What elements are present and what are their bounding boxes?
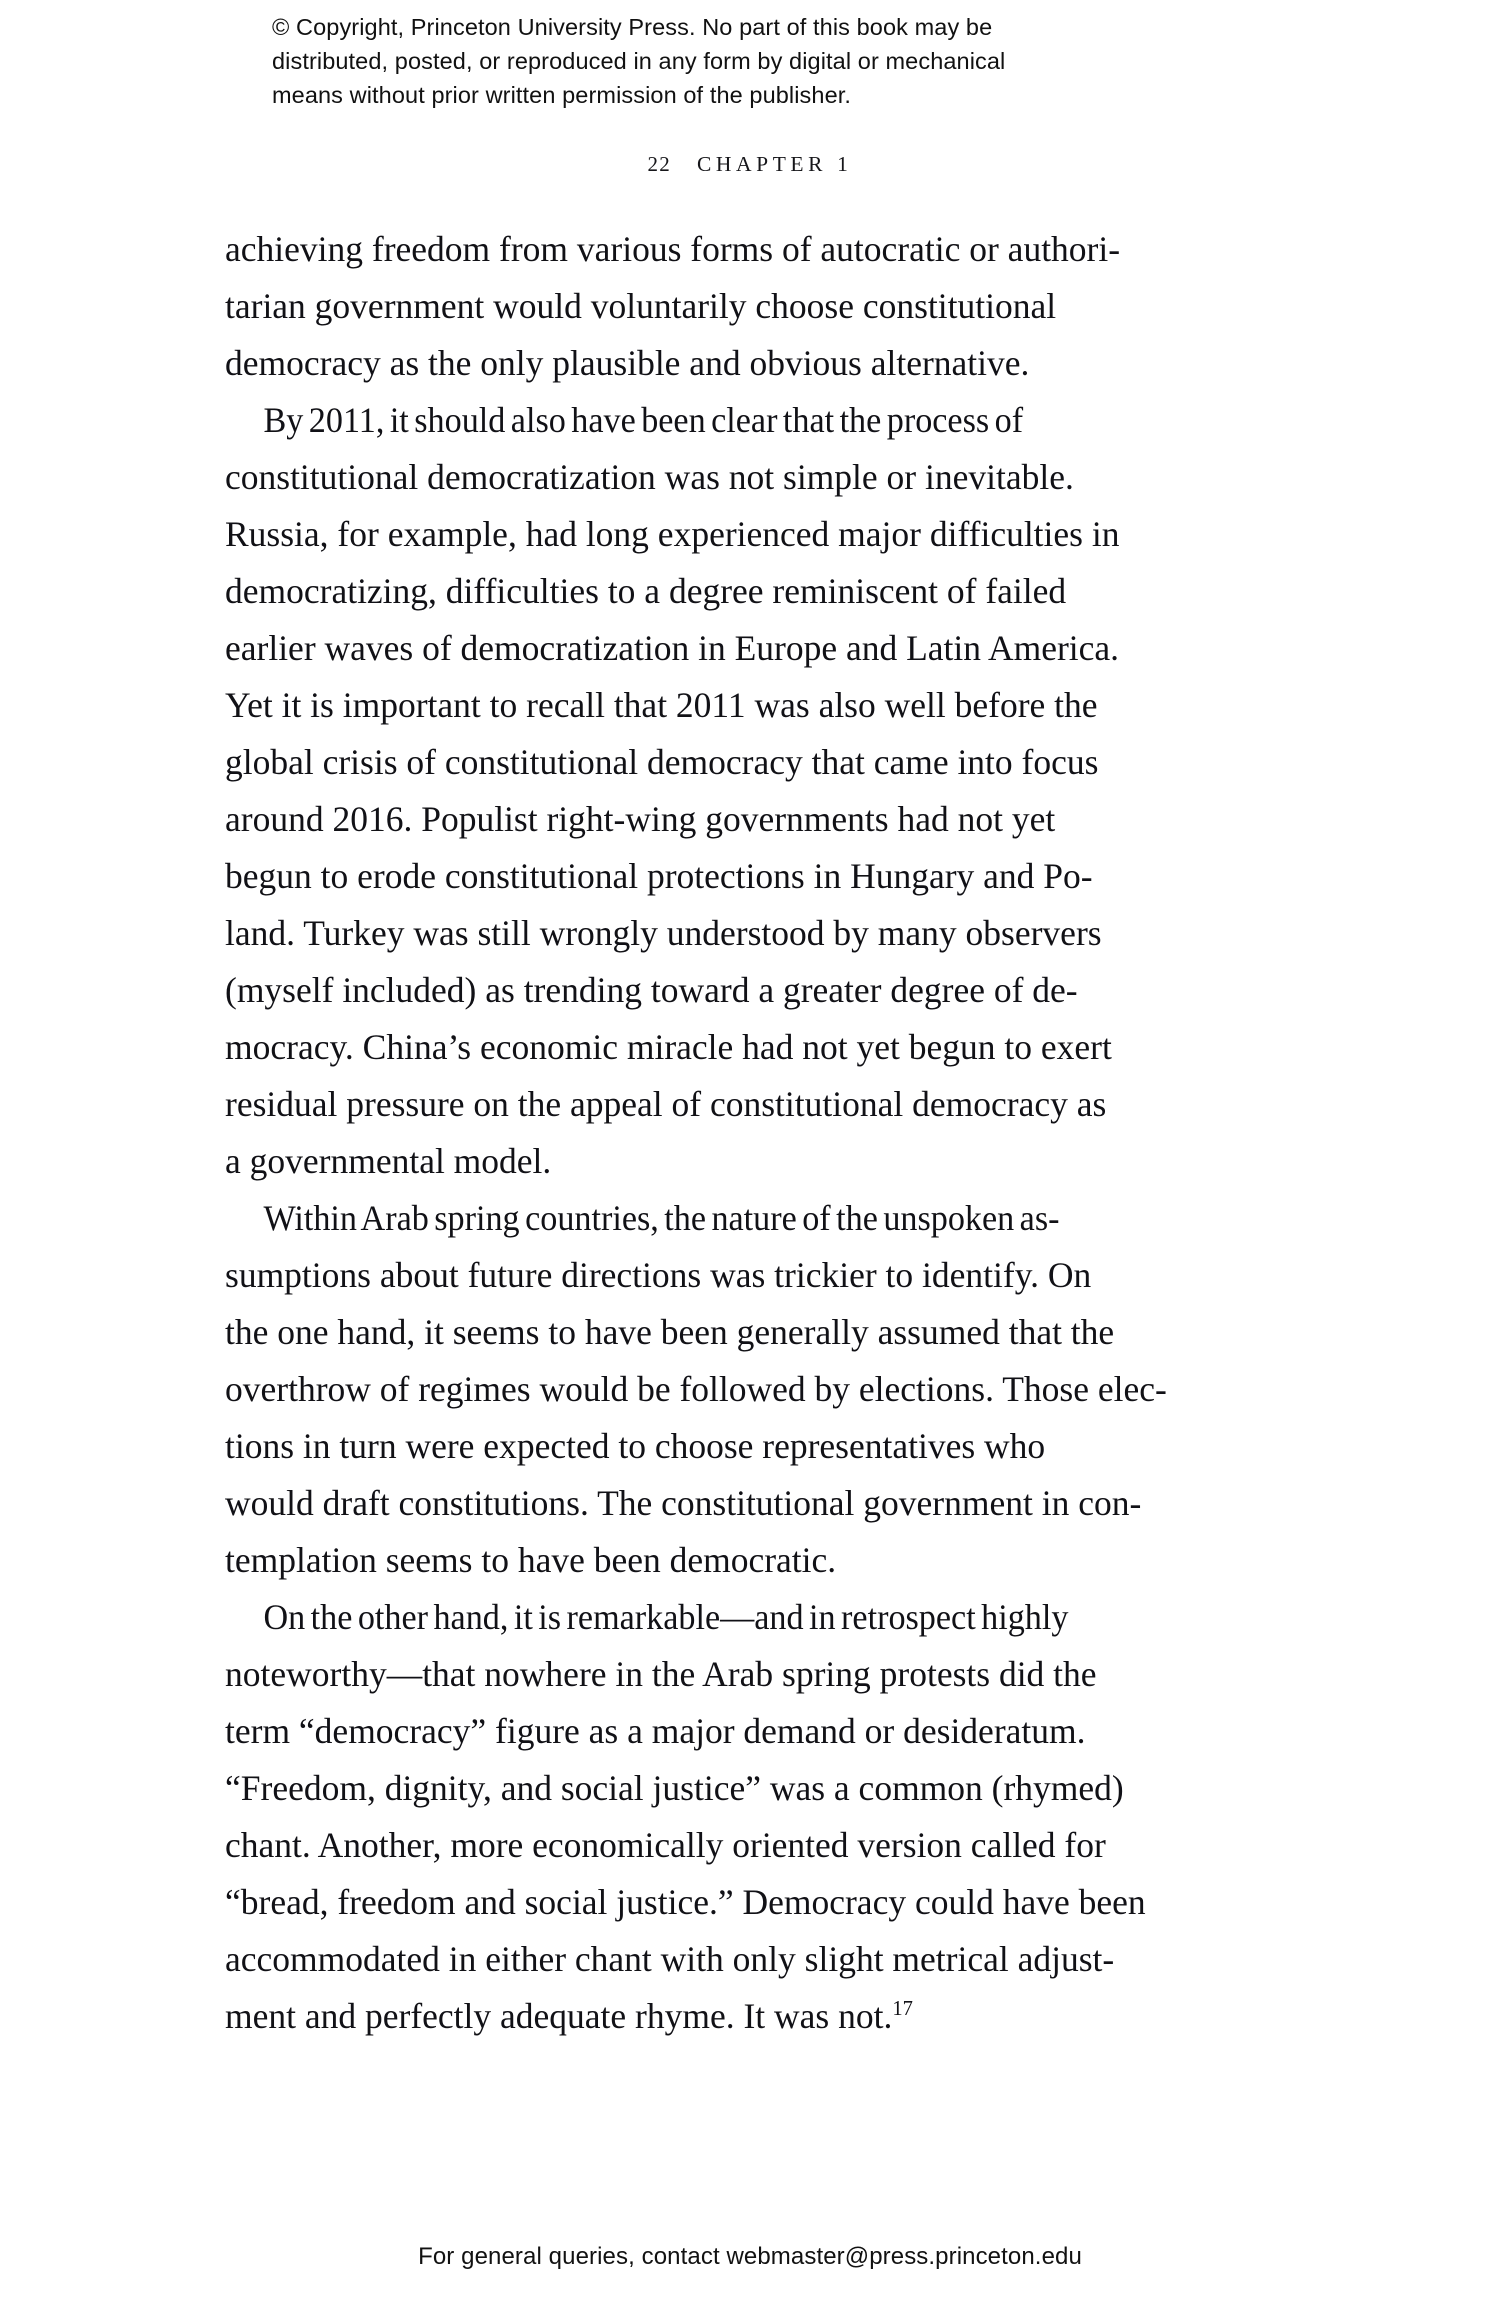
text-line: democracy as the only plausible and obvious alternative. — [225, 343, 1030, 383]
text-line: Within Arab spring countries, the nature of the unspoken as- — [263, 1198, 1060, 1238]
text-line: chant. Another, more economically oriented version called for — [225, 1825, 1106, 1865]
paragraph — [225, 221, 1277, 392]
text-line: On the other hand, it is remarkable—and in retrospect highly — [263, 1597, 1069, 1637]
copyright-notice — [272, 10, 1222, 112]
text-line: noteworthy—that nowhere in the Arab spring protests did the — [225, 1654, 1097, 1694]
running-head — [0, 152, 1500, 177]
footnote-marker: 17 — [892, 1998, 913, 2021]
text-line: Yet it is important to recall that 2011 was also well before the — [225, 685, 1098, 725]
text-line: global crisis of constitutional democracy that came into focus — [225, 742, 1099, 782]
text-line: constitutional democratization was not simple or inevitable. — [225, 457, 1074, 497]
text-line: sumptions about future directions was trickier to identify. On — [225, 1255, 1092, 1295]
copyright-line-2: distributed, posted, or reproduced in any form by digital or mechanical — [272, 48, 1006, 74]
text-line: achieving freedom from various forms of autocratic or authori- — [225, 229, 1121, 269]
text-line: By 2011, it should also have been clear that the process of — [263, 400, 1024, 440]
text-line: (myself included) as trending toward a greater degree of de- — [225, 970, 1078, 1010]
text-line: accommodated in either chant with only slight metrical adjust- — [225, 1939, 1115, 1979]
chapter-label: CHAPTER 1 — [696, 152, 853, 176]
text-line: earlier waves of democratization in Europe and Latin America. — [225, 628, 1120, 668]
text-line: begun to erode constitutional protections in Hungary and Po- — [225, 856, 1093, 896]
text-line: ment and perfectly adequate rhyme. It was not.$^{17}$ — [225, 1996, 913, 2036]
page-number: 22 — [647, 152, 671, 176]
copyright-line-1: © Copyright, Princeton University Press. No part of this book may be — [272, 14, 993, 40]
text-line: Russia, for example, had long experienced major difficulties in — [225, 514, 1120, 554]
copyright-line-3: means without prior written permission of the publisher. — [272, 82, 852, 108]
text-line: democratizing, difficulties to a degree reminiscent of failed — [225, 571, 1067, 611]
text-line: templation seems to have been democratic. — [225, 1540, 837, 1580]
text-line: residual pressure on the appeal of constitutional democracy as — [225, 1084, 1107, 1124]
paragraph — [225, 1190, 1277, 1589]
text-line: “Freedom, dignity, and social justice” was a common (rhymed) — [225, 1768, 1124, 1808]
text-line: a governmental model. — [225, 1141, 552, 1181]
text-line: tions in turn were expected to choose representatives who — [225, 1426, 1046, 1466]
text-line: tarian government would voluntarily choose constitutional — [225, 286, 1057, 326]
text-line: “bread, freedom and social justice.” Democracy could have been — [225, 1882, 1146, 1922]
body-text — [225, 221, 1277, 2045]
text-line: overthrow of regimes would be followed by elections. Those elec- — [225, 1369, 1167, 1409]
text-line: the one hand, it seems to have been generally assumed that the — [225, 1312, 1115, 1352]
text-line: around 2016. Populist right-wing governments had not yet — [225, 799, 1056, 839]
text-line: land. Turkey was still wrongly understood by many observers — [225, 913, 1102, 953]
paragraph — [225, 392, 1277, 1190]
text-line: would draft constitutions. The constitutional government in con- — [225, 1483, 1142, 1523]
paragraph — [225, 1589, 1277, 2045]
text-line: term “democracy” figure as a major demand or desideratum. — [225, 1711, 1086, 1751]
footer-query-line: For general queries, contact webmaster@press.princeton.edu — [418, 2243, 1082, 2270]
text-line: mocracy. China’s economic miracle had not yet begun to exert — [225, 1027, 1112, 1067]
